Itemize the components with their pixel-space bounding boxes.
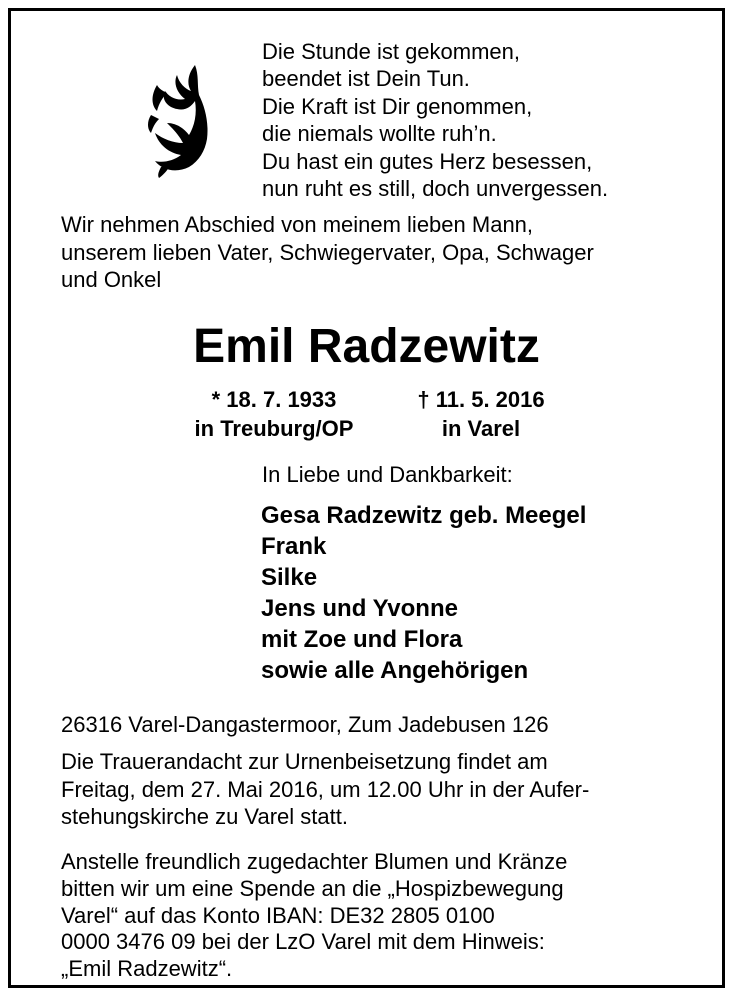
donation-line: „Emil Radzewitz“.	[61, 956, 233, 982]
poem-line: Die Kraft ist Dir genommen,	[262, 93, 533, 119]
service-line: Freitag, dem 27. Mai 2016, um 12.00 Uhr in der Aufer-	[61, 776, 590, 802]
mourner-name: Silke	[261, 564, 318, 591]
intro-line: unserem lieben Vater, Schwiegervater, Opa, Schwager	[61, 239, 594, 265]
donation-line: bitten wir um eine Spende an die „Hospizbewegung	[61, 875, 564, 901]
death-date: † 11. 5. 2016	[417, 387, 545, 412]
antler-emblem-icon	[137, 61, 213, 179]
poem-line: Du hast ein gutes Herz besessen,	[262, 148, 593, 174]
poem-line: die niemals wollte ruh’n.	[262, 121, 497, 147]
address: 26316 Varel-Dangastermoor, Zum Jadebusen 126	[61, 712, 549, 737]
death-place: in Varel	[441, 416, 521, 441]
birth-date: * 18. 7. 1933	[211, 387, 337, 412]
mourners-list	[261, 500, 586, 686]
mourner-name: Gesa Radzewitz geb. Meegel	[261, 502, 587, 529]
poem-line: beendet ist Dein Tun.	[262, 66, 470, 92]
poem	[262, 38, 608, 202]
service-notice	[61, 748, 684, 831]
poem-line: Die Stunde ist gekommen,	[262, 39, 521, 64]
birth-info	[174, 385, 374, 443]
donation-line: Anstelle freundlich zugedachter Blumen und Kränze	[61, 849, 568, 874]
mourner-name: Frank	[261, 533, 327, 560]
mourner-name: Jens und Yvonne	[261, 595, 458, 622]
donation-notice	[61, 849, 684, 983]
service-line: Die Trauerandacht zur Urnenbeisetzung findet am	[61, 749, 548, 774]
service-line: stehungskirche zu Varel statt.	[61, 804, 348, 829]
birth-place: in Treuburg/OP	[194, 416, 354, 441]
mourners-heading: In Liebe und Dankbarkeit:	[262, 462, 513, 487]
mourner-name: mit Zoe und Flora	[261, 626, 463, 653]
intro-text	[61, 211, 684, 294]
intro-line: Wir nehmen Abschied von meinem lieben Mann,	[61, 212, 534, 237]
donation-line: Varel“ auf das Konto IBAN: DE32 2805 0100	[61, 902, 495, 928]
mourner-name: sowie alle Angehörigen	[261, 657, 529, 684]
poem-line: nun ruht es still, doch unvergessen.	[262, 176, 609, 202]
intro-line: und Onkel	[61, 267, 162, 292]
obituary-card	[8, 8, 725, 988]
donation-line: 0000 3476 09 bei der LzO Varel mit dem Hinweis:	[61, 929, 545, 955]
death-info	[381, 385, 581, 443]
deceased-name: Emil Radzewitz	[193, 320, 540, 373]
